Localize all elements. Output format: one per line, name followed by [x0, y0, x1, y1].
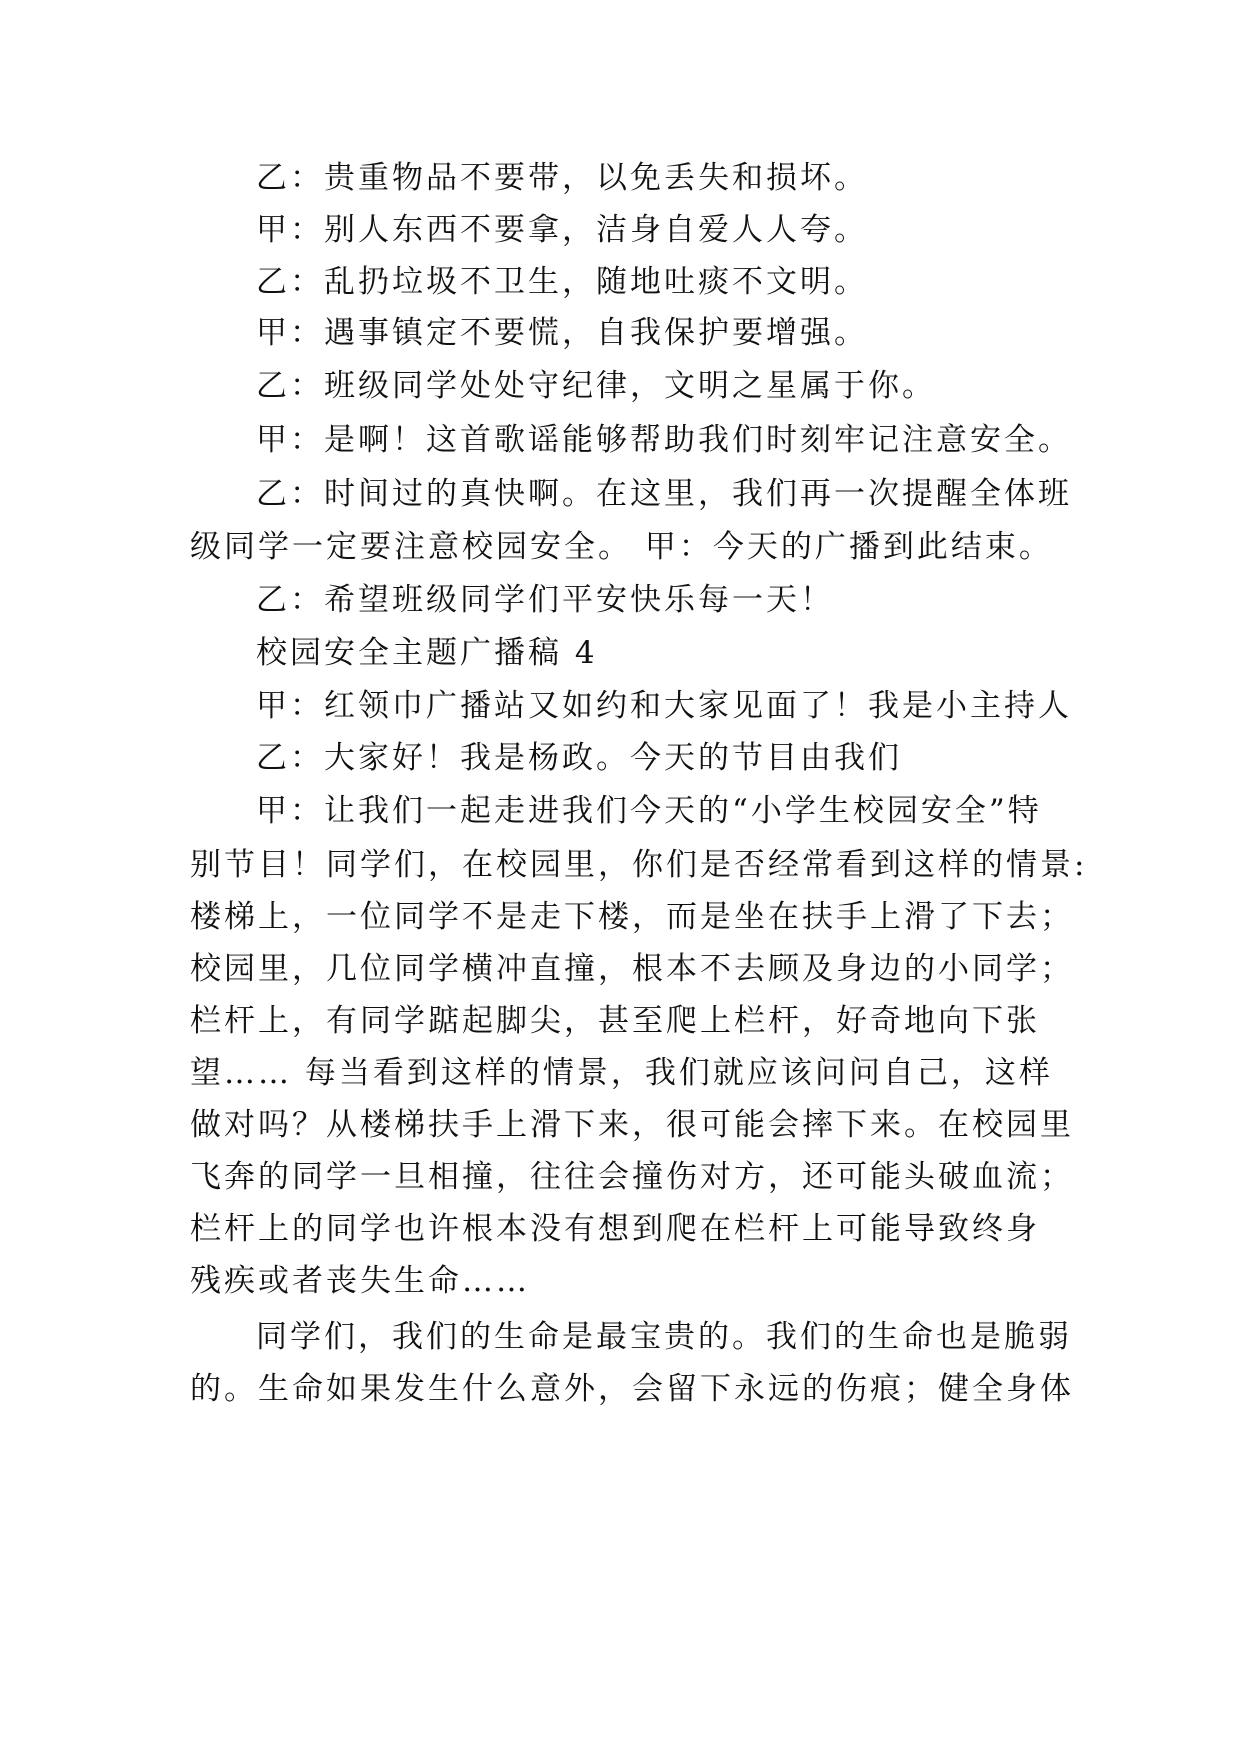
text-line: 甲：是啊！这首歌谣能够帮助我们时刻牢记注意安全。 [256, 422, 1072, 458]
section-heading: 校园安全主题广播稿 4 [256, 635, 598, 671]
text-line: 乙：大家好！我是杨政。今天的节目由我们 [256, 740, 902, 776]
text-line: 同学们，我们的生命是最宝贵的。我们的生命也是脆弱 [256, 1319, 1072, 1355]
text-line: 飞奔的同学一旦相撞，往往会撞伤对方，还可能头破血流； [190, 1159, 1074, 1195]
text-line: 甲：红领巾广播站又如约和大家见面了！我是小主持人 [256, 688, 1072, 724]
text-line: 望…… 每当看到这样的情景，我们就应该问问自己，这样 [190, 1055, 1053, 1091]
text-line: 乙：班级同学处处守纪律，文明之星属于你。 [256, 368, 936, 404]
text-line: 别节目！同学们，在校园里，你们是否经常看到这样的情景: [190, 847, 1088, 883]
text-line: 甲：让我们一起走进我们今天的“小学生校园安全”特 [256, 793, 1042, 829]
text-line: 栏杆上，有同学踮起脚尖，甚至爬上栏杆，好奇地向下张 [190, 1003, 1040, 1039]
text-line: 楼梯上，一位同学不是走下楼，而是坐在扶手上滑了下去； [190, 899, 1074, 935]
text-line: 乙：贵重物品不要带，以免丢失和损坏。 [256, 160, 868, 196]
text-line: 校园里，几位同学横冲直撞，根本不去顾及身边的小同学； [190, 951, 1074, 987]
text-line: 做对吗？从楼梯扶手上滑下来，很可能会摔下来。在校园里 [190, 1107, 1074, 1143]
text-line: 级同学一定要注意校园安全。 甲：今天的广播到此结束。 [190, 529, 1053, 565]
text-line: 乙：乱扔垃圾不卫生，随地吐痰不文明。 [256, 264, 868, 300]
text-line: 栏杆上的同学也许根本没有想到爬在栏杆上可能导致终身 [190, 1211, 1040, 1247]
text-line: 乙：时间过的真快啊。在这里，我们再一次提醒全体班 [256, 476, 1072, 512]
text-line: 残疾或者丧失生命…… [190, 1263, 530, 1299]
text-line: 的。生命如果发生什么意外，会留下永远的伤痕；健全身体 [190, 1371, 1074, 1407]
text-line: 乙：希望班级同学们平安快乐每一天！ [256, 582, 834, 618]
text-line: 甲：遇事镇定不要慌，自我保护要增强。 [256, 315, 868, 351]
text-line: 甲：别人东西不要拿，洁身自爱人人夸。 [256, 212, 868, 248]
